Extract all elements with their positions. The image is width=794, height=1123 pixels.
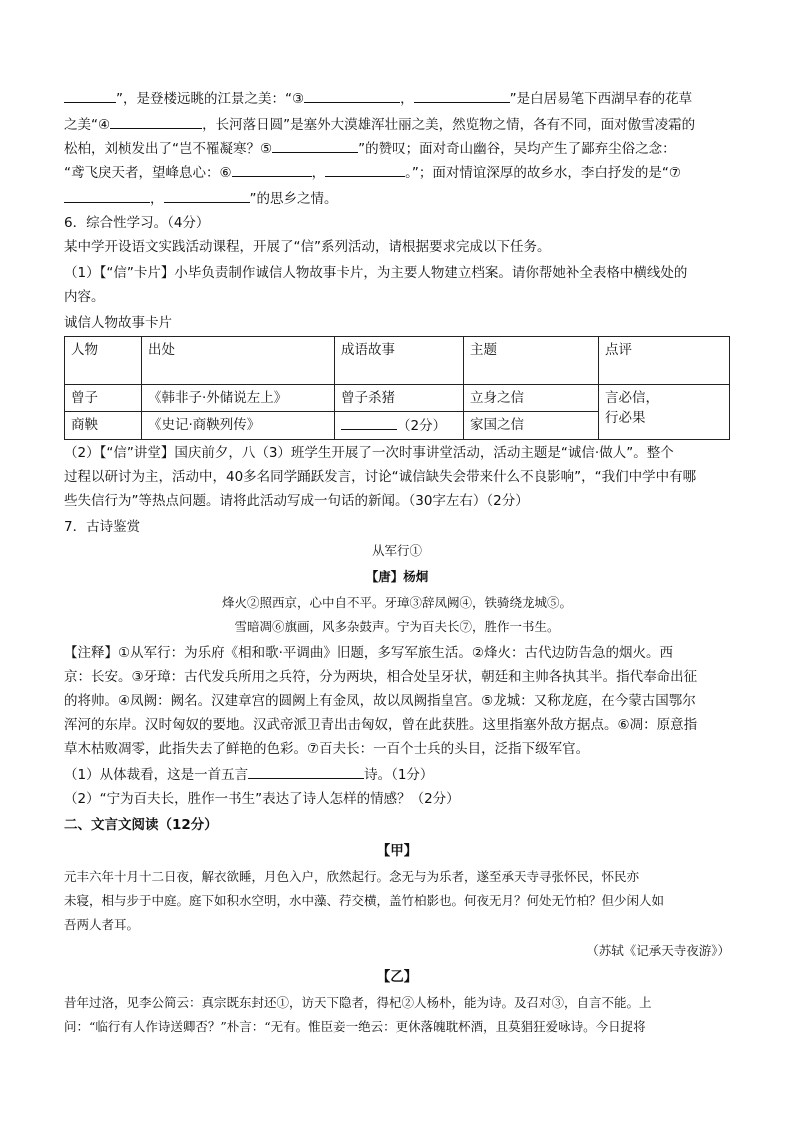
fill-line-2: 之美“④ ，长河落日圆”是塞外大漠雄浑壮丽之美，然览物之情，各有不同，面对傲雪凌霜的 <box>64 114 730 136</box>
q7-sub1: （1）从体裁看，这是一首五言 诗。（1分） <box>64 764 730 786</box>
fill-line-4: “鸢飞戾天者，望峰息心：⑥ ， 。”；面对情谊深厚的故乡水，李白抒发的是“⑦ <box>64 162 730 184</box>
header-comment: 点评 <box>599 337 730 385</box>
answer-blank-3a[interactable] <box>304 88 400 103</box>
cell-idiom-story: 曾子杀猪 <box>335 385 464 412</box>
cell-theme: 立身之信 <box>464 385 599 412</box>
passage-jia-label: 【甲】 <box>376 843 418 859</box>
poem-title: 从军行① <box>371 543 422 558</box>
cell-person: 商鞅 <box>65 412 142 440</box>
q6-task1-line1: （1）【“信”卡片】小毕负责制作诚信人物故事卡片，为主要人物建立档案。请你帮她补全表格中横线处的 <box>64 265 688 281</box>
poem-line-2: 雪暗凋⑥旗画，风多杂鼓声。宁为百夫长⑦，胜作一书生。 <box>234 619 560 634</box>
answer-blank-idiom[interactable] <box>341 415 397 430</box>
section-2-title: 二、文言文阅读（12分） <box>64 817 218 833</box>
poem-author: 【唐】杨炯 <box>365 569 429 584</box>
q6-task2-line3: 些失信行为”等热点问题。请将此活动写成一句话的新闻。（30字左右）（2分） <box>64 493 529 509</box>
notes-line-4: 浑河的东岸。汉时匈奴的要地。汉武帝派卫青出击匈奴，曾在此获胜。这里指塞外敌方据点。⑥凋：原意指 <box>64 717 698 733</box>
passage-jia-source: （苏轼《记承天寺夜游》） <box>586 943 730 958</box>
header-theme: 主题 <box>464 337 599 385</box>
notes-line-2: 京：长安。③牙璋：古代发兵所用之兵符，分为两块，相合处呈牙状，朝廷和主帅各执其半。指代奉命出征 <box>64 669 698 685</box>
notes-line-3: 的将帅。④凤阙：阙名。汉建章宫的圆阙上有金凤，故以凤阙指皇宫。⑤龙城：又称龙庭，在今蒙古国鄂尔 <box>64 693 696 709</box>
question-7-title: 7．古诗鉴赏 <box>64 519 141 535</box>
cell-theme: 家国之信 <box>464 412 599 440</box>
table-header-row <box>65 337 730 385</box>
header-source: 出处 <box>142 337 335 385</box>
cell-source: 《史记·商鞅列传》 <box>142 412 335 440</box>
fill-line-3: 松柏，刘桢发出了“岂不罹凝寒？⑤ ”的赞叹；面对奇山幽谷，吴均产生了鄙弃尘俗之念： <box>64 138 730 160</box>
card-title: 诚信人物故事卡片 <box>64 315 172 331</box>
answer-blank-4[interactable] <box>110 114 202 129</box>
question-6-intro: 某中学开设语文实践活动课程，开展了“信”系列活动，请根据要求完成以下任务。 <box>64 239 551 255</box>
answer-blank-3b[interactable] <box>414 88 510 103</box>
answer-blank-6b[interactable] <box>325 162 405 177</box>
answer-blank-7a[interactable] <box>64 188 150 203</box>
q6-task1-line2: 内容。 <box>64 289 105 305</box>
answer-blank-7b[interactable] <box>164 188 250 203</box>
notes-line-1: 【注释】①从军行：为乐府《相和歌·平调曲》旧题，多写军旅生活。②烽火：古代边防告急的烟火。西 <box>64 645 673 661</box>
passage-yi-line-1: 昔年过洛，见李公简云：真宗既东封还①，访天下隐者，得杞②人杨朴，能为诗。及召对③，自言不能。上 <box>64 995 652 1010</box>
integrity-story-table <box>64 336 730 440</box>
q7-sub2: （2）“宁为百夫长，胜作一书生”表达了诗人怎样的情感？（2分） <box>64 791 460 807</box>
passage-yi-line-2: 问：“临行有人作诗送卿否？”朴言：“无有。惟臣妾一绝云：更休落魄耽杯酒，且莫猖狂爱咏诗。今日捉将 <box>64 1019 646 1034</box>
passage-yi-label: 【乙】 <box>376 969 418 985</box>
answer-blank-genre[interactable] <box>248 764 364 779</box>
q6-task2-line2: 过程以研讨为主，活动中，40多名同学踊跃发言，讨论“诚信缺失会带来什么不良影响”，“我们中学中有哪 <box>64 469 697 485</box>
answer-blank[interactable] <box>64 88 116 103</box>
passage-jia-line-2: 未寝，相与步于中庭。庭下如积水空明，水中藻、荇交横，盖竹柏影也。何夜无月？何处无竹柏？但少闲人如 <box>64 893 665 908</box>
answer-blank-5[interactable] <box>272 138 358 153</box>
answer-blank-6a[interactable] <box>232 162 312 177</box>
poem-line-1: 烽火②照西京，心中自不平。牙璋③辞凤阙④，铁骑绕龙城⑤。 <box>221 595 572 610</box>
cell-idiom-story: （2分） <box>335 412 464 440</box>
question-6-title: 6．综合性学习。（4分） <box>64 215 210 231</box>
header-person: 人物 <box>65 337 142 385</box>
passage-jia-line-1: 元丰六年十月十二日夜，解衣欲睡，月色入户，欣然起行。念无与为乐者，遂至承天寺寻张怀民，怀民亦 <box>64 869 640 884</box>
notes-line-5: 草木枯败凋零，此指失去了鲜艳的色彩。⑦百夫长：一百个士兵的头目，泛指下级军官。 <box>64 741 590 757</box>
table-row <box>65 385 730 412</box>
fill-line-5: ， ”的思乡之情。 <box>64 188 730 210</box>
cell-source: 《韩非子·外储说左上》 <box>142 385 335 412</box>
header-idiom-story: 成语故事 <box>335 337 464 385</box>
cell-person: 曾子 <box>65 385 142 412</box>
fill-line-1: ”，是登楼远眺的江景之美：“③ ， ”是白居易笔下西湖早春的花草 <box>64 88 730 110</box>
cell-comment: 言必信， 行必果 <box>599 385 730 440</box>
passage-jia-line-3: 吾两人者耳。 <box>64 917 140 932</box>
q6-task2-line1: （2）【“信”讲堂】国庆前夕，八（3）班学生开展了一次时事讲堂活动，活动主题是“诚信·做人”。整个 <box>64 445 674 461</box>
